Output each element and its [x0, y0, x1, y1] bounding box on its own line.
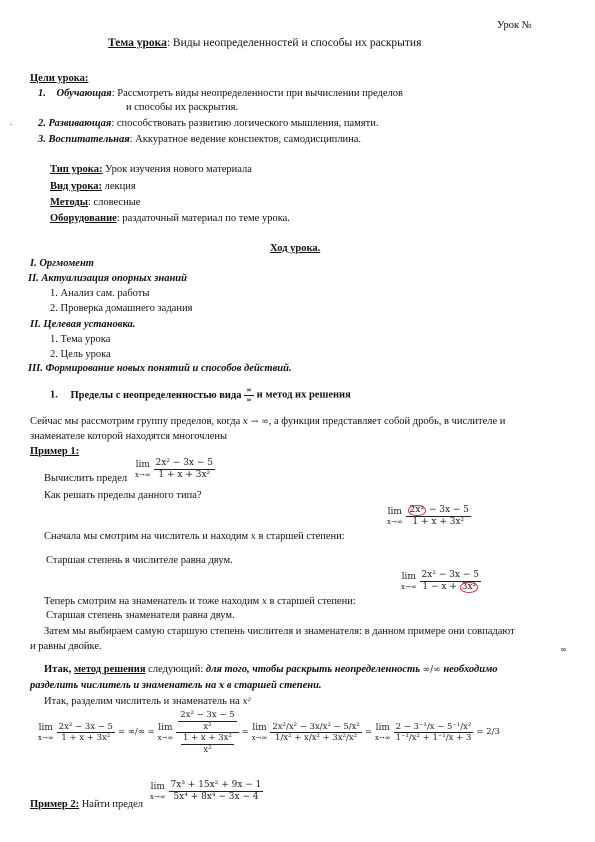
goals-heading: Цели урока:: [30, 73, 89, 84]
denominator: 1 + x + 3x²: [61, 733, 111, 744]
section-2: II. Актуализация опорных знаний: [28, 273, 187, 284]
section-2-item-2: 2. Проверка домашнего задания: [50, 303, 193, 314]
text: в старшей степени:: [258, 531, 345, 542]
denominator: 1⁻¹/x² + 1⁻¹/x + 3: [395, 733, 472, 744]
divide-line: [44, 695, 251, 708]
method-term: метод решения: [74, 664, 146, 675]
goal-name: Развивающая: [48, 118, 112, 129]
goal-item-2: [38, 117, 378, 130]
method-line-2: [30, 679, 322, 692]
text: Сейчас мы рассмотрим группу пределов, когда: [30, 416, 241, 427]
fraction-num: ∞: [246, 385, 253, 394]
text: Итак, разделим числитель и знаменатель на: [44, 696, 240, 707]
x-var: x: [250, 532, 256, 542]
rule-text: разделить числитель и знаменатель на: [30, 680, 217, 691]
numerator: 2x² − 3x − 5: [58, 721, 113, 732]
x-var: x: [261, 597, 267, 607]
limit-chain: [38, 710, 500, 756]
goal-num: 2.: [38, 118, 46, 129]
rule-text: для того, чтобы раскрыть неопределенность: [203, 664, 421, 675]
point-1: [50, 386, 351, 405]
goal-text: : Рассмотреть виды неопределенности при вычислении пределов: [111, 88, 404, 99]
example-1-limit: [135, 458, 215, 482]
numerator: 2x²/x² − 3x/x² − 5/x²: [272, 721, 360, 732]
equals: =: [241, 727, 249, 738]
goal-item-1-cont: и способы их раскрытия.: [126, 102, 239, 113]
meta-type: [50, 163, 252, 176]
method-line-1: [44, 663, 498, 676]
denominator: 1/x² + x/x² + 3x²/x²: [275, 733, 358, 744]
x-var: x: [218, 681, 225, 691]
inner-den: x²: [203, 744, 212, 755]
limit-highlight-denominator: [401, 570, 481, 594]
topic-label: Тема урока: [108, 37, 167, 49]
denominator: 1 + x + 3x²: [412, 517, 465, 528]
meta-methods: [50, 196, 140, 209]
limit-sign: lim x→∞: [401, 571, 417, 591]
section-3: II. Целевая установка.: [30, 319, 136, 330]
numerator: [176, 710, 238, 733]
point-text-b: и метод их решения: [256, 389, 351, 401]
result: = 2/3: [476, 727, 500, 738]
limit-sign: lim x→∞: [387, 506, 403, 526]
goal-text: : способствовать развитию логического мышления, памяти.: [111, 118, 379, 129]
inner-den: x²: [203, 721, 212, 732]
meta-label: Тип урока:: [50, 164, 103, 175]
inf-mark: ∞: [560, 645, 567, 654]
chain-fraction-1: [176, 710, 238, 756]
then-line-2: и равны двойке.: [30, 641, 102, 652]
goal-item-3: [38, 133, 361, 146]
x-squared: x²: [242, 697, 252, 707]
lesson-topic: [108, 36, 421, 50]
compute-line: Вычислить предел: [44, 473, 128, 484]
inner-num: 1 + x + 3x²: [182, 733, 232, 744]
meta-label: Оборудование: [50, 213, 117, 224]
goal-num: 3.: [38, 134, 46, 145]
highlight-circle: 2x²: [409, 505, 424, 515]
numerator: 2x² − 3x − 5: [154, 458, 215, 470]
point-num: 1.: [50, 389, 58, 401]
limit-highlight-numerator: [387, 505, 471, 529]
degree-numerator: Старшая степень в числителе равна двум.: [46, 555, 233, 566]
rule-text: необходимо: [440, 664, 498, 675]
fraction: [406, 505, 471, 529]
equals-inf: = ∞/∞ =: [117, 727, 155, 738]
now-step: [44, 595, 356, 608]
chain-fraction-3: [394, 722, 474, 744]
degree-denominator: Старшая степень знаменателя равна двум.: [46, 610, 235, 621]
limit-sign: lim x→∞: [157, 722, 174, 742]
example-2-limit: [150, 780, 263, 804]
example-1-fraction: [154, 458, 215, 482]
then-line-1: Затем мы выбираем самую старшую степень числителя и знаменателя: в данном примере они совпадают: [44, 626, 515, 637]
meta-equipment: [50, 212, 290, 225]
section-4: III. Формирование новых понятий и способов действий.: [28, 363, 292, 374]
topic-sep: :: [166, 37, 173, 49]
topic-text: Виды неопределенностей и способы их раскрытия: [172, 37, 422, 49]
meta-value: : раздаточный материал по теме урока.: [116, 213, 290, 224]
denominator: [179, 733, 236, 755]
para-intro-1: [30, 415, 505, 428]
limit-sign: lim x→∞: [135, 459, 151, 479]
section-3-item-1: 1. Тема урока: [50, 334, 111, 345]
meta-label: Методы: [50, 197, 88, 208]
section-3-item-2: 2. Цель урока: [50, 349, 111, 360]
text: в старшей степени:: [269, 596, 356, 607]
denominator: 1 − x + 3x²: [422, 582, 477, 593]
numerator: 7x³ + 15x² + 9x − 1: [169, 780, 264, 792]
goal-num: 1.: [38, 88, 46, 99]
goal-item-1: [38, 87, 403, 100]
inner-num: 2x² − 3x − 5: [180, 710, 235, 720]
fraction-den: ∞: [246, 394, 253, 404]
meta-value: лекция: [101, 181, 136, 192]
bullet-mark: .: [10, 118, 12, 127]
meta-value: : словесные: [87, 197, 141, 208]
example-2-fraction: [169, 780, 264, 804]
denominator: 5x⁴ + 8x⁴ − 3x − 4: [173, 792, 259, 803]
x-to-inf: x → ∞: [242, 417, 269, 427]
limit-sign: lim x→∞: [38, 722, 54, 742]
inf-over-inf-fraction: [244, 386, 254, 405]
point-text-a: Пределы с неопределенностью вида: [70, 389, 242, 401]
goal-name: Обучающая: [56, 88, 112, 99]
meta-label: Вид урока:: [50, 181, 102, 192]
section-1: I. Оргмомент: [30, 258, 94, 269]
course-heading: Ход урока.: [270, 243, 321, 254]
meta-kind: [50, 180, 136, 193]
example-2-line: [30, 798, 143, 811]
how-question: Как решать пределы данного типа?: [44, 490, 202, 501]
limit-sign: lim x→∞: [150, 781, 166, 801]
example-1-label: Пример 1:: [30, 446, 80, 457]
limit-sign: lim x→∞: [374, 722, 391, 742]
text: следующий:: [145, 664, 204, 675]
fraction: [420, 570, 481, 594]
goal-text: : Аккуратное ведение конспектов, самодисциплина.: [129, 134, 362, 145]
numerator: 2x² − 3x − 5: [406, 505, 471, 517]
find-text: Найти предел: [81, 799, 144, 810]
goal-name: Воспитательная: [48, 134, 130, 145]
limit-sign: lim x→∞: [251, 722, 268, 742]
example-2-label: Пример 2:: [30, 799, 80, 810]
text: , а функция представляет собой дробь, в числителе и: [268, 416, 506, 427]
first-step: [44, 530, 345, 543]
chain-fraction-0: [57, 722, 115, 744]
lesson-number: Урок №: [497, 20, 532, 31]
chain-fraction-2: [270, 722, 361, 744]
highlight-circle: 3x²: [461, 582, 477, 593]
numerator: 2x² − 3x − 5: [420, 570, 481, 582]
text: Итак,: [44, 664, 72, 675]
meta-value: Урок изучения нового материала: [102, 164, 252, 175]
inf-over-inf: ∞/∞: [422, 665, 441, 675]
para-intro-2: знаменателе которой находятся многочлены: [30, 431, 228, 442]
numerator: 2 − 3⁻¹/x − 5⁻¹/x²: [395, 721, 472, 732]
denominator: 1 + x + 3x²: [158, 470, 211, 481]
equals: =: [364, 727, 372, 738]
rule-text: в старшей степени.: [224, 680, 322, 691]
section-2-item-1: 1. Анализ сам. работы: [50, 288, 150, 299]
text: Сначала мы смотрим на числитель и находим: [44, 531, 249, 542]
text: Теперь смотрим на знаменатель и тоже находим: [44, 596, 260, 607]
